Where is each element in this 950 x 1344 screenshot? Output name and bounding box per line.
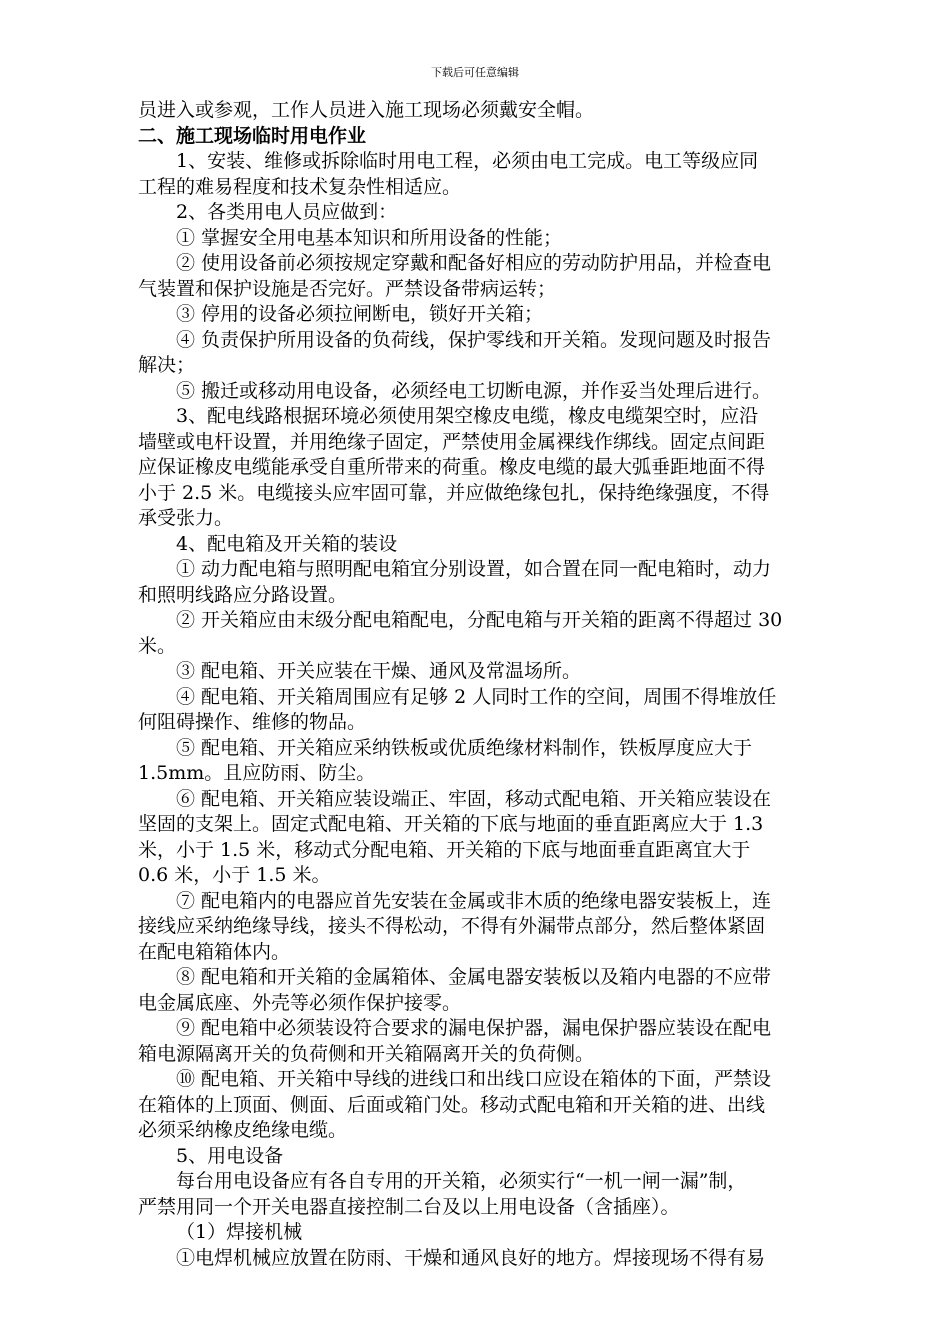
text-line: ② 开关箱应由末级分配电箱配电，分配电箱与开关箱的距离不得超过 30	[176, 609, 783, 631]
text-line: 何阻碍操作、维修的物品。	[138, 711, 367, 733]
text-line: 米。	[138, 634, 177, 657]
text-line: ④ 负责保护所用设备的负荷线，保护零线和开关箱。发现问题及时报告	[176, 328, 772, 351]
text-line: 在箱体的上顶面、侧面、后面或箱门处。移动式配电箱和开关箱的进、出线	[138, 1093, 766, 1116]
text-line: 1、安装、维修或拆除临时用电工程，必须由电工完成。电工等级应同	[176, 150, 759, 172]
text-line: 解决；	[138, 354, 196, 376]
document-body	[138, 98, 883, 1271]
text-line: 和照明线路应分路设置。	[138, 583, 348, 606]
text-line: ③ 停用的设备必须拉闸断电，锁好开关箱；	[176, 303, 544, 325]
text-line: ⑤ 搬迁或移动用电设备，必须经电工切断电源，并作妥当处理后进行。	[176, 379, 772, 402]
text-line: 员进入或参观，工作人员进入施工现场必须戴安全帽。	[138, 99, 595, 121]
text-line: ⑤ 配电箱、开关箱应采纳铁板或优质绝缘材料制作，铁板厚度应大于	[176, 736, 753, 759]
text-line: 米，小于 1.5 米，移动式分配电箱、开关箱的下底与地面垂直距离宜大于	[138, 838, 751, 861]
text-line: 电金属底座、外壳等必须作保护接零。	[138, 991, 462, 1014]
text-line: 气装置和保护设施是否完好。严禁设备带病运转；	[138, 277, 557, 300]
text-line: ⑧ 配电箱和开关箱的金属箱体、金属电器安装板以及箱内电器的不应带	[176, 966, 772, 988]
text-line: 坚固的支架上。固定式配电箱、开关箱的下底与地面的垂直距离应大于 1.3	[138, 813, 764, 835]
text-line: 必须采纳橡皮绝缘电缆。	[138, 1119, 348, 1141]
text-line: 墙壁或电杆设置，并用绝缘子固定，严禁使用金属裸线作绑线。固定点间距	[138, 430, 766, 453]
text-line: ①电焊机械应放置在防雨、干燥和通风良好的地方。焊接现场不得有易	[176, 1246, 766, 1269]
text-line: 1.5mm。且应防雨、防尘。	[138, 762, 376, 784]
text-line: 3、配电线路根据环境必须使用架空橡皮电缆，橡皮电缆架空时，应沿	[176, 405, 759, 427]
text-line: （1）焊接机械	[176, 1221, 303, 1243]
text-line: 严禁用同一个开关电器直接控制二台及以上用电设备（含插座）。	[138, 1195, 680, 1218]
text-line: 每台用电设备应有各自专用的开关箱，必须实行“一机一闸一漏”制，	[176, 1170, 747, 1192]
text-line: ③ 配电箱、开关应装在干燥、通风及常温场所。	[176, 660, 582, 682]
text-line: ① 动力配电箱与照明配电箱宜分别设置，如合置在同一配电箱时，动力	[176, 558, 772, 580]
text-line: 0.6 米，小于 1.5 米。	[138, 864, 331, 886]
text-line: 承受张力。	[138, 507, 234, 529]
text-line: 小于 2.5 米。电缆接头应牢固可靠，并应做绝缘包扎，保持绝缘强度，不得	[138, 481, 770, 504]
text-line: 接线应采纳绝缘导线，接头不得松动，不得有外漏带点部分，然后整体紧固	[138, 915, 766, 937]
text-line: 在配电箱箱体内。	[138, 940, 291, 963]
text-line: ⑩ 配电箱、开关箱中导线的进线口和出线口应设在箱体的下面，严禁设	[176, 1068, 772, 1090]
text-line: 5、用电设备	[176, 1144, 284, 1167]
text-line: 工程的难易程度和技术复杂性相适应。	[138, 175, 462, 198]
text-line: ⑥ 配电箱、开关箱应装设端正、牢固，移动式配电箱、开关箱应装设在	[176, 787, 772, 810]
page-header: 下载后可任意编辑	[431, 66, 519, 79]
text-line: ⑨ 配电箱中必须装设符合要求的漏电保护器，漏电保护器应装设在配电	[176, 1017, 772, 1039]
text-line: 箱电源隔离开关的负荷侧和开关箱隔离开关的负荷侧。	[138, 1042, 595, 1065]
text-line: ④ 配电箱、开关箱周围应有足够 2 人同时工作的空间，周围不得堆放任	[176, 685, 777, 708]
text-line: ② 使用设备前必须按规定穿戴和配备好相应的劳动防护用品，并检查电	[176, 252, 772, 274]
text-line: 应保证橡皮电缆能承受自重所带来的荷重。橡皮电缆的最大弧垂距地面不得	[138, 456, 766, 478]
text-line: 4、配电箱及开关箱的装设	[176, 532, 398, 555]
section-heading: 二、施工现场临时用电作业	[138, 124, 367, 147]
text-line: ⑦ 配电箱内的电器应首先安装在金属或非木质的绝缘电器安装板上，连	[176, 889, 772, 912]
text-line: ① 掌握安全用电基本知识和所用设备的性能；	[176, 226, 563, 249]
text-line: 2、各类用电人员应做到：	[176, 201, 398, 223]
